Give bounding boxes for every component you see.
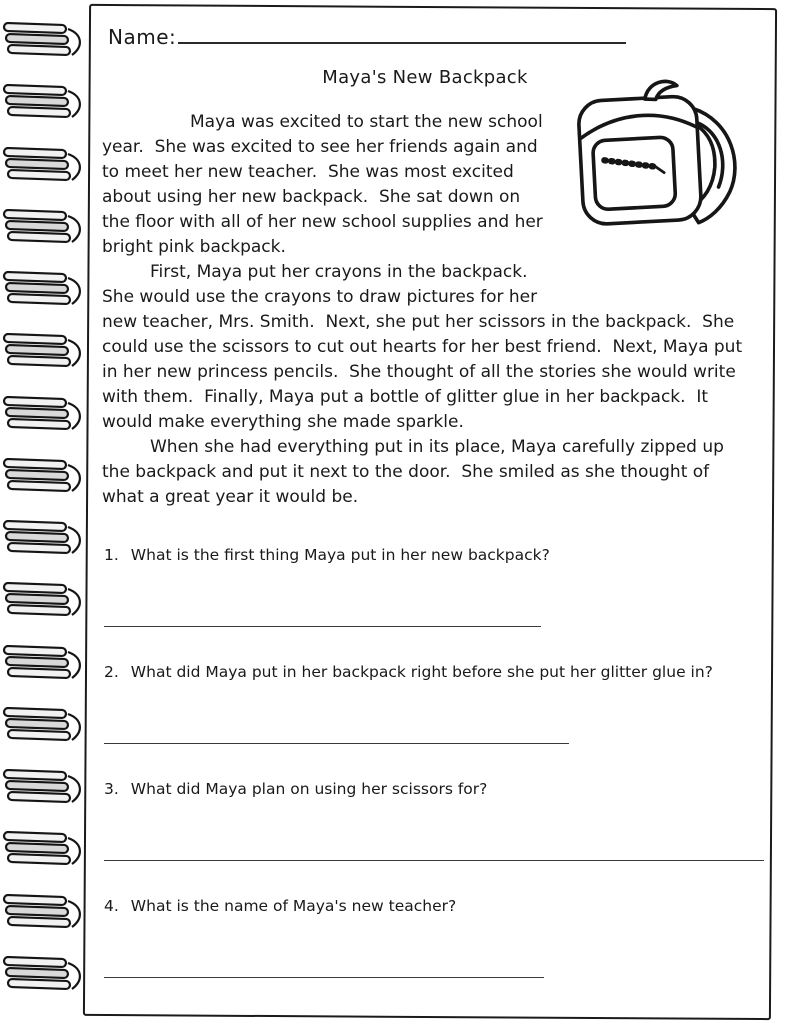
spiral-ring xyxy=(2,894,88,932)
spiral-ring xyxy=(2,147,88,185)
question-number: 2. xyxy=(104,663,119,681)
answer-blank-line xyxy=(104,743,569,744)
question-text: What is the name of Maya's new teacher? xyxy=(130,897,457,915)
name-label: Name: xyxy=(108,25,177,49)
question-item xyxy=(104,544,748,566)
page-body xyxy=(88,8,772,1016)
question-text: What is the first thing Maya put in her new backpack? xyxy=(130,546,550,564)
answer-blank-line xyxy=(104,860,764,861)
spiral-ring xyxy=(2,22,88,60)
question-number: 1. xyxy=(104,546,119,564)
question-number: 4. xyxy=(104,897,119,915)
question-item xyxy=(104,661,748,683)
answer-blank-line xyxy=(104,626,541,627)
spiral-ring xyxy=(2,84,88,122)
worksheet-title: Maya's New Backpack xyxy=(322,67,528,88)
spiral-ring xyxy=(2,396,88,434)
name-blank-line xyxy=(178,24,626,44)
story-paragraph: When she had everything put in its place, Maya carefully zipped up the backpack and put it next to the door. She smiled as she thought of what a great year it would be. xyxy=(102,437,730,507)
spiral-ring xyxy=(2,769,88,807)
questions-section xyxy=(102,544,748,978)
spiral-binding xyxy=(2,22,88,994)
spiral-ring xyxy=(2,707,88,745)
spiral-ring xyxy=(2,645,88,683)
spiral-ring xyxy=(2,582,88,620)
spiral-ring xyxy=(2,209,88,247)
story xyxy=(102,110,748,510)
spiral-ring xyxy=(2,333,88,371)
spiral-ring xyxy=(2,520,88,558)
question-text: What did Maya put in her backpack right before she put her glitter glue in? xyxy=(130,663,713,681)
spiral-ring xyxy=(2,271,88,309)
question-item xyxy=(104,778,748,800)
spiral-ring xyxy=(2,831,88,869)
question-item xyxy=(104,895,748,917)
question-text: What did Maya plan on using her scissors for? xyxy=(130,780,488,798)
spiral-ring xyxy=(2,458,88,496)
backpack-illustration xyxy=(566,74,748,242)
spiral-ring xyxy=(2,956,88,994)
story-paragraph: First, Maya put her crayons in the backpack. She would use the crayons to draw pictures for her new teacher, Mrs. Smith. Next, she put her scissors in the backpack. She could use the scissors to cut out hearts for her best friend. Next, Maya put in her new princess pencils. She thought of all the stories she would write with them. Finally, Maya put a bottle of glitter glue in her backpack. It would make everything she made sparkle. xyxy=(102,262,748,432)
question-number: 3. xyxy=(104,780,119,798)
story-paragraph: Maya was excited to start the new school year. She was excited to see her friends again and to meet her new teacher. She was most excited about using her new backpack. She sat down on the floor with all of her new school supplies and her bright pink backpack. xyxy=(102,112,549,257)
name-row xyxy=(102,24,748,49)
answer-blank-line xyxy=(104,977,544,978)
